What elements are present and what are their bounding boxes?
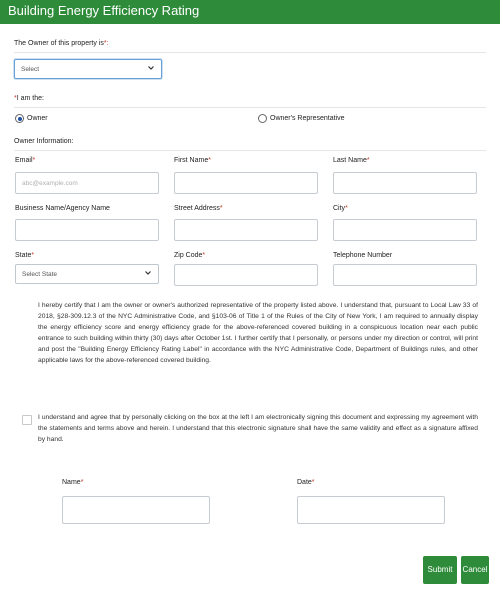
date-label: Date* [297, 479, 315, 486]
state-select[interactable] [15, 264, 159, 284]
title-bar [0, 0, 500, 24]
date-field[interactable] [297, 496, 445, 524]
certification-text: I hereby certify that I am the owner or owner's authorized representative of the property listed above. I understand that, pursuant to Local Law 33 of 2018, §28-309.12.3 of the NYC Administrative Code, and §103-06 of Title 1 of the Rules of the City of New York, I am required to annually display the energy efficiency score and energy efficiency grade for the above-referenced covered building in a conspicuous location near each public entrance to such building within thirty (30) days after October 1st. I further certify that I personally, or persons under my direction or control, will print and post the "Building Energy Efficiency Rating Label" in accordance with the NYC Administrative Code, Department of Buildings rules, and other applicable laws for the above-referenced covered building. [38, 302, 478, 364]
radio-owners-representative[interactable] [258, 114, 267, 123]
chevron-down-icon [147, 64, 155, 72]
state-select-value: Select State [22, 271, 58, 278]
chevron-down-icon [144, 269, 152, 277]
first-name-field[interactable] [174, 172, 318, 194]
radio-owner-label: Owner [27, 115, 48, 122]
divider [14, 150, 486, 151]
street-address-label: Street Address* [174, 205, 223, 212]
owner-property-select[interactable] [14, 59, 162, 79]
i-am-label: *I am the: [14, 95, 44, 102]
select-value: Select [21, 66, 40, 73]
radio-owner[interactable] [15, 114, 24, 123]
first-name-label: First Name* [174, 157, 211, 164]
street-address-field[interactable] [174, 219, 318, 241]
owner-information-heading: Owner Information: [14, 138, 74, 145]
city-label: City* [333, 205, 348, 212]
name-field[interactable] [62, 496, 210, 524]
radio-owners-representative-label: Owner's Representative [270, 115, 345, 122]
email-field[interactable] [15, 172, 159, 194]
window-title: Building Energy Efficiency Rating [8, 3, 200, 18]
owner-property-label: The Owner of this property is*: [14, 40, 109, 47]
business-name-label: Business Name/Agency Name [15, 205, 110, 212]
last-name-label: Last Name* [333, 157, 370, 164]
zip-code-label: Zip Code* [174, 252, 206, 259]
state-label: State* [15, 252, 35, 259]
name-label: Name* [62, 479, 84, 486]
last-name-field[interactable] [333, 172, 477, 194]
email-placeholder: abc@example.com [22, 180, 78, 187]
submit-button[interactable]: Submit [423, 556, 457, 584]
email-label: Email* [15, 157, 36, 164]
city-field[interactable] [333, 219, 477, 241]
zip-code-field[interactable] [174, 264, 318, 286]
cancel-button[interactable]: Cancel [461, 556, 489, 584]
telephone-field[interactable] [333, 264, 477, 286]
divider [14, 52, 486, 53]
agreement-checkbox[interactable] [22, 415, 32, 425]
agreement-text: I understand and agree that by personally clicking on the box at the left I am electronically signing this document and expressing my agreement with the statements and terms above and herein. I understand that this electronic signature shall have the same validity and effect as a signature affixed by hand. [38, 414, 478, 443]
telephone-label: Telephone Number [333, 252, 393, 259]
business-name-field[interactable] [15, 219, 159, 241]
divider [14, 107, 486, 108]
